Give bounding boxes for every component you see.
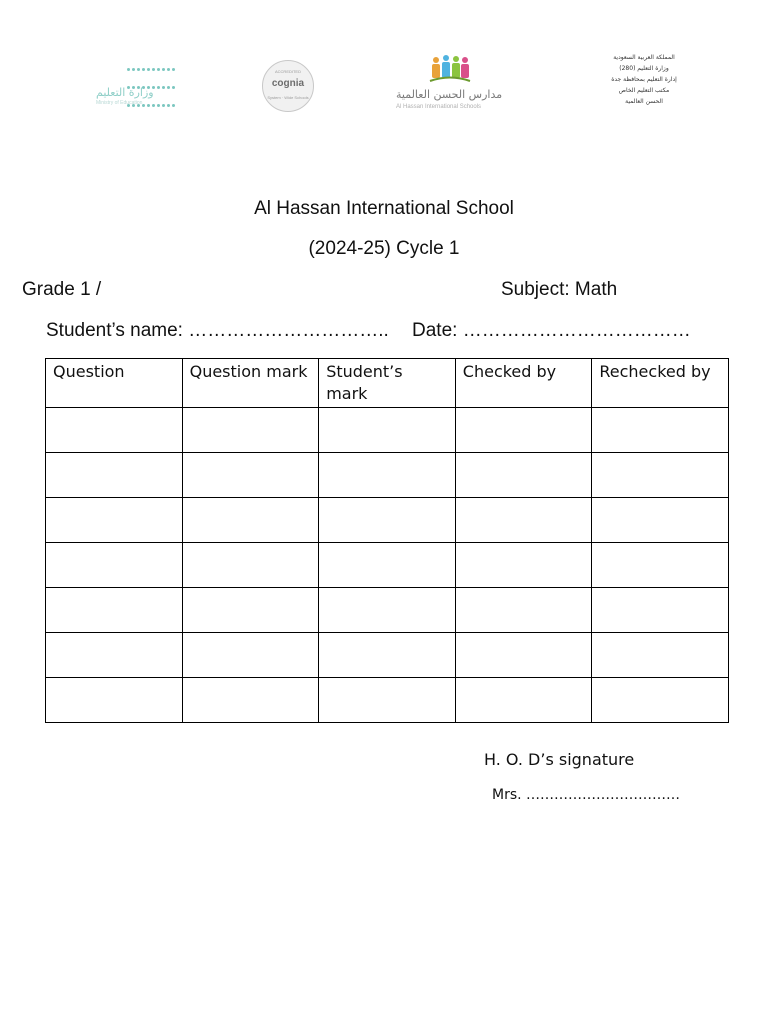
al-hassan-logo <box>392 54 512 116</box>
hod-signature-label: H. O. D’s signature <box>484 750 635 769</box>
table-cell[interactable] <box>592 678 729 723</box>
table-cell[interactable] <box>46 678 183 723</box>
table-cell[interactable] <box>182 453 319 498</box>
column-header-question: Question <box>46 359 183 408</box>
ministry-english-name: Ministry of Education <box>96 100 143 106</box>
table-cell[interactable] <box>182 678 319 723</box>
cognia-bottom-text: System · Wide Schools <box>267 95 309 100</box>
cognia-top-text: ACCREDITED <box>274 69 301 74</box>
table-cell[interactable] <box>455 453 592 498</box>
table-cell[interactable] <box>319 633 456 678</box>
cognia-logo <box>262 60 314 112</box>
table-row <box>46 408 729 453</box>
table-cell[interactable] <box>455 588 592 633</box>
table-cell[interactable] <box>319 588 456 633</box>
table-cell[interactable] <box>455 678 592 723</box>
table-cell[interactable] <box>455 408 592 453</box>
kingdom-line: وزارة التعليم (280) <box>619 65 669 72</box>
table-cell[interactable] <box>46 498 183 543</box>
table-cell[interactable] <box>182 633 319 678</box>
school-title: Al Hassan International School <box>254 198 514 219</box>
table-cell[interactable] <box>592 408 729 453</box>
table-cell[interactable] <box>319 408 456 453</box>
column-header-students-mark: Student’s mark <box>319 359 456 408</box>
table-cell[interactable] <box>592 633 729 678</box>
cycle-title: (2024-25) Cycle 1 <box>308 238 460 259</box>
table-cell[interactable] <box>319 453 456 498</box>
table-cell[interactable] <box>46 588 183 633</box>
column-header-checked-by: Checked by <box>455 359 592 408</box>
table-row <box>46 633 729 678</box>
grade-label: Grade 1 / <box>22 279 102 300</box>
table-cell[interactable] <box>592 588 729 633</box>
date-field[interactable]: Date: ……………………………… <box>412 320 691 341</box>
table-cell[interactable] <box>182 498 319 543</box>
table-cell[interactable] <box>182 543 319 588</box>
table-row <box>46 498 729 543</box>
table-cell[interactable] <box>455 633 592 678</box>
table-cell[interactable] <box>455 543 592 588</box>
table-cell[interactable] <box>46 453 183 498</box>
table-cell[interactable] <box>455 498 592 543</box>
table-cell[interactable] <box>592 498 729 543</box>
table-cell[interactable] <box>182 408 319 453</box>
table-row <box>46 453 729 498</box>
al-hassan-arabic-name: مدارس الحسن العالمية <box>396 88 503 101</box>
table-row <box>46 678 729 723</box>
table-cell[interactable] <box>46 633 183 678</box>
column-header-rechecked-by: Rechecked by <box>592 359 729 408</box>
al-hassan-english-name: Al Hassan International Schools <box>396 104 482 110</box>
table-cell[interactable] <box>319 678 456 723</box>
table-cell[interactable] <box>592 543 729 588</box>
table-row <box>46 543 729 588</box>
marks-table <box>45 358 729 723</box>
table-cell[interactable] <box>182 588 319 633</box>
kingdom-line: إدارة التعليم بمحافظة جدة <box>611 76 677 83</box>
column-header-question-mark: Question mark <box>182 359 319 408</box>
ministry-of-education-logo <box>96 56 196 106</box>
table-cell[interactable] <box>319 543 456 588</box>
kingdom-line: المملكة العربية السعودية <box>613 54 675 61</box>
kingdom-line: الحسن العالمية <box>625 98 663 105</box>
kingdom-line: مكتب التعليم الخاص <box>618 87 670 94</box>
student-name-field[interactable]: Student’s name: ………………………….. <box>46 320 389 341</box>
table-cell[interactable] <box>46 543 183 588</box>
kingdom-header-text <box>606 52 682 107</box>
table-cell[interactable] <box>592 453 729 498</box>
cognia-name: cognia <box>271 78 305 89</box>
table-cell[interactable] <box>46 408 183 453</box>
table-header-row <box>46 359 729 408</box>
subject-label: Subject: Math <box>501 279 618 300</box>
kids-icon <box>428 54 472 84</box>
table-row <box>46 588 729 633</box>
mrs-signature-line[interactable]: Mrs. …………………………… <box>492 787 681 803</box>
table-cell[interactable] <box>319 498 456 543</box>
ministry-arabic-name: وزارة التعليم <box>96 86 154 99</box>
